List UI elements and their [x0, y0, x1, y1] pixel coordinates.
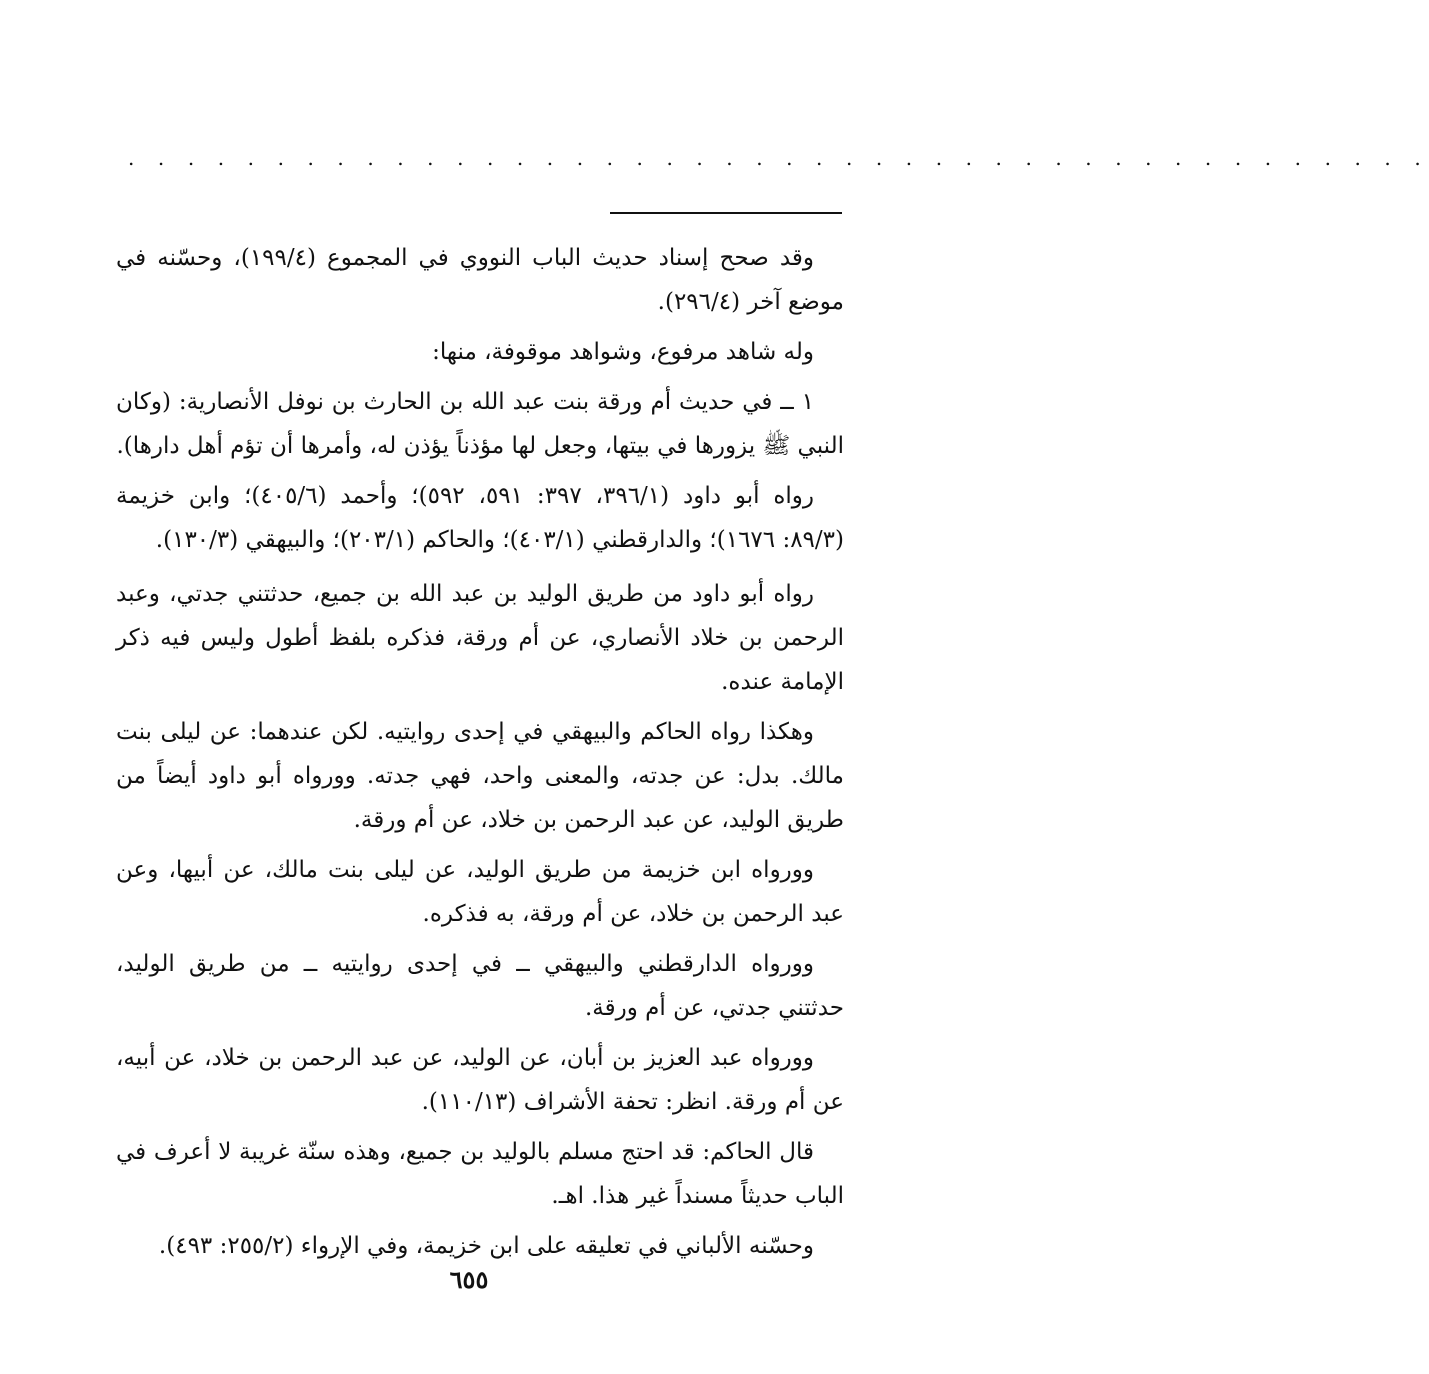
paragraph-nawawi-authentication: وقد صحح إسناد حديث الباب النووي في المجموع (١٩٩/٤)، وحسّنه في موضع آخر (٢٩٦/٤). — [116, 245, 844, 315]
page-number: ٦٥٥ — [449, 1265, 489, 1294]
dotted-separator: . . . . . . . . . . . . . . . . . . . . . . . . . . . . . . . . . . . . . . . . . . . . — [128, 146, 1429, 170]
paragraph-sources-list: رواه أبو داود (٣٩٦/١، ٣٩٧: ٥٩١، ٥٩٢)؛ وأحمد (٤٠٥/٦)؛ وابن خزيمة (٨٩/٣: ١٦٧٦)؛ والدارقطني (٤٠٣/١)؛ والحاكم (٢٠٣/١)؛ والبيهقي (١٣٠/٣). — [116, 483, 844, 553]
footnote-rule — [610, 212, 842, 214]
paragraph-abdulaziz-aban: وورواه عبد العزيز بن أبان، عن الوليد، عن عبد الرحمن بن خلاد، عن أبيه، عن أم ورقة. انظر: تحفة الأشراف (١١٠/١٣). — [116, 1045, 844, 1115]
paragraph-supporting-narrations: وله شاهد مرفوع، وشواهد موقوفة، منها: — [432, 339, 814, 365]
paragraph-umm-waraqa-hadith: ١ ــ في حديث أم ورقة بنت عبد الله بن الحارث بن نوفل الأنصارية: (وكان النبي ﷺ يزورها في بيتها، وجعل لها مؤذناً يؤذن له، وأمرها أن تؤم أهل دارها). — [116, 389, 844, 459]
paragraph-daraqutni: وورواه الدارقطني والبيهقي ــ في إحدى روايتيه ــ من طريق الوليد، حدثتني جدتي، عن أم ورقة. — [116, 951, 844, 1021]
paragraph-albani-grading: وحسّنه الألباني في تعليقه على ابن خزيمة، وفي الإرواء (٢٥٥/٢: ٤٩٣). — [158, 1233, 814, 1259]
paragraph-abu-dawud-chain: رواه أبو داود من طريق الوليد بن عبد الله بن جميع، حدثتني جدتي، وعبد الرحمن بن خلاد الأنصاري، عن أم ورقة، فذكره بلفظ أطول وليس فيه ذكر الإمامة عنده. — [116, 581, 844, 695]
paragraph-hakim-bayhaqi: وهكذا رواه الحاكم والبيهقي في إحدى روايتيه. لكن عندهما: عن ليلى بنت مالك. بدل: عن جدته، والمعنى واحد، فهي جدته. وورواه أبو داود أيضاً من طريق الوليد، عن عبد الرحمن بن خلاد، عن أم ورقة. — [116, 719, 844, 833]
paragraph-ibn-khuzayma: وورواه ابن خزيمة من طريق الوليد، عن ليلى بنت مالك، عن أبيها، وعن عبد الرحمن بن خلاد، عن أم ورقة، به فذكره. — [116, 857, 844, 927]
paragraph-hakim-quote: قال الحاكم: قد احتج مسلم بالوليد بن جميع، وهذه سنّة غريبة لا أعرف في الباب حديثاً مسنداً غير هذا. اهـ. — [116, 1139, 844, 1209]
footnote-body — [116, 236, 844, 1274]
